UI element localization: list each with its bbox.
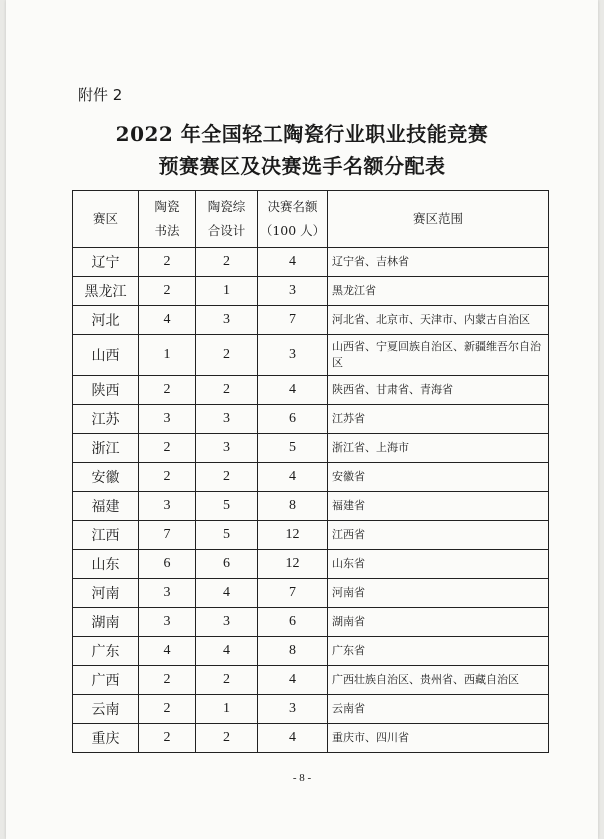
- cell-quota: 6: [258, 608, 328, 637]
- cell-design: 1: [196, 277, 258, 306]
- cell-scope: 黑龙江省: [328, 277, 549, 306]
- cell-design: 2: [196, 248, 258, 277]
- table-row: [73, 695, 549, 724]
- cell-scope: 安徽省: [328, 463, 549, 492]
- table-row: [73, 724, 549, 753]
- table-row: [73, 376, 549, 405]
- cell-design: 2: [196, 666, 258, 695]
- cell-scope: 福建省: [328, 492, 549, 521]
- cell-quota: 3: [258, 277, 328, 306]
- cell-calligraphy: 7: [139, 521, 196, 550]
- cell-calligraphy: 2: [139, 724, 196, 753]
- cell-region: 辽宁: [73, 248, 139, 277]
- cell-region: 浙江: [73, 434, 139, 463]
- cell-quota: 12: [258, 521, 328, 550]
- document-title-line-1: 2022 年全国轻工陶瓷行业职业技能竞赛: [115, 122, 489, 146]
- attachment-label: 附件 2: [78, 86, 123, 104]
- cell-design: 2: [196, 376, 258, 405]
- cell-design: 3: [196, 434, 258, 463]
- quota-allocation-table: [72, 190, 549, 753]
- cell-calligraphy: 2: [139, 695, 196, 724]
- table-row: [73, 492, 549, 521]
- table-row: [73, 521, 549, 550]
- cell-region: 江西: [73, 521, 139, 550]
- table-row: [73, 608, 549, 637]
- cell-scope: 山西省、宁夏回族自治区、新疆维吾尔自治区: [328, 335, 549, 376]
- cell-design: 3: [196, 405, 258, 434]
- cell-calligraphy: 4: [139, 306, 196, 335]
- cell-region: 陕西: [73, 376, 139, 405]
- cell-region: 河北: [73, 306, 139, 335]
- cell-design: 2: [196, 724, 258, 753]
- page-number: - 8 -: [292, 772, 312, 784]
- document-title-line-2: 预赛赛区及决赛选手名额分配表: [158, 154, 446, 178]
- cell-calligraphy: 2: [139, 376, 196, 405]
- cell-region: 河南: [73, 579, 139, 608]
- cell-scope: 浙江省、上海市: [328, 434, 549, 463]
- cell-scope: 重庆市、四川省: [328, 724, 549, 753]
- cell-calligraphy: 3: [139, 492, 196, 521]
- table-row: [73, 434, 549, 463]
- cell-quota: 12: [258, 550, 328, 579]
- table-row: [73, 277, 549, 306]
- table-row: [73, 463, 549, 492]
- header-design: 陶瓷综 合设计: [196, 191, 258, 248]
- header-region: 赛区: [73, 191, 139, 248]
- cell-quota: 7: [258, 306, 328, 335]
- table-row: [73, 306, 549, 335]
- table-row: [73, 405, 549, 434]
- header-scope: 赛区范围: [328, 191, 549, 248]
- cell-calligraphy: 2: [139, 434, 196, 463]
- cell-region: 山东: [73, 550, 139, 579]
- cell-scope: 江苏省: [328, 405, 549, 434]
- cell-quota: 3: [258, 695, 328, 724]
- cell-region: 广西: [73, 666, 139, 695]
- cell-quota: 4: [258, 376, 328, 405]
- cell-calligraphy: 6: [139, 550, 196, 579]
- cell-quota: 8: [258, 637, 328, 666]
- table-row: [73, 550, 549, 579]
- cell-quota: 6: [258, 405, 328, 434]
- cell-calligraphy: 2: [139, 248, 196, 277]
- cell-quota: 7: [258, 579, 328, 608]
- cell-region: 山西: [73, 335, 139, 376]
- cell-scope: 河南省: [328, 579, 549, 608]
- cell-scope: 山东省: [328, 550, 549, 579]
- table-row: [73, 637, 549, 666]
- cell-region: 江苏: [73, 405, 139, 434]
- cell-scope: 河北省、北京市、天津市、内蒙古自治区: [328, 306, 549, 335]
- cell-region: 福建: [73, 492, 139, 521]
- header-calligraphy: 陶瓷 书法: [139, 191, 196, 248]
- cell-design: 5: [196, 521, 258, 550]
- cell-design: 3: [196, 306, 258, 335]
- cell-calligraphy: 3: [139, 608, 196, 637]
- cell-region: 云南: [73, 695, 139, 724]
- cell-region: 安徽: [73, 463, 139, 492]
- cell-scope: 广东省: [328, 637, 549, 666]
- cell-quota: 4: [258, 248, 328, 277]
- cell-scope: 湖南省: [328, 608, 549, 637]
- header-quota: 决赛名额 （100 人）: [258, 191, 328, 248]
- cell-calligraphy: 2: [139, 666, 196, 695]
- cell-design: 5: [196, 492, 258, 521]
- cell-region: 黑龙江: [73, 277, 139, 306]
- cell-quota: 5: [258, 434, 328, 463]
- cell-region: 重庆: [73, 724, 139, 753]
- cell-scope: 江西省: [328, 521, 549, 550]
- table-row: [73, 579, 549, 608]
- cell-calligraphy: 3: [139, 579, 196, 608]
- cell-quota: 3: [258, 335, 328, 376]
- cell-calligraphy: 3: [139, 405, 196, 434]
- cell-scope: 广西壮族自治区、贵州省、西藏自治区: [328, 666, 549, 695]
- table-row: [73, 335, 549, 376]
- cell-design: 1: [196, 695, 258, 724]
- table-row: [73, 666, 549, 695]
- cell-calligraphy: 4: [139, 637, 196, 666]
- cell-design: 4: [196, 637, 258, 666]
- cell-scope: 辽宁省、吉林省: [328, 248, 549, 277]
- table-header-row: [73, 191, 549, 248]
- table-row: [73, 248, 549, 277]
- cell-calligraphy: 2: [139, 463, 196, 492]
- cell-calligraphy: 2: [139, 277, 196, 306]
- cell-quota: 4: [258, 666, 328, 695]
- cell-calligraphy: 1: [139, 335, 196, 376]
- cell-quota: 8: [258, 492, 328, 521]
- cell-scope: 云南省: [328, 695, 549, 724]
- cell-design: 2: [196, 335, 258, 376]
- cell-region: 广东: [73, 637, 139, 666]
- cell-design: 2: [196, 463, 258, 492]
- cell-design: 6: [196, 550, 258, 579]
- cell-scope: 陕西省、甘肃省、青海省: [328, 376, 549, 405]
- cell-design: 3: [196, 608, 258, 637]
- cell-quota: 4: [258, 463, 328, 492]
- cell-design: 4: [196, 579, 258, 608]
- cell-quota: 4: [258, 724, 328, 753]
- cell-region: 湖南: [73, 608, 139, 637]
